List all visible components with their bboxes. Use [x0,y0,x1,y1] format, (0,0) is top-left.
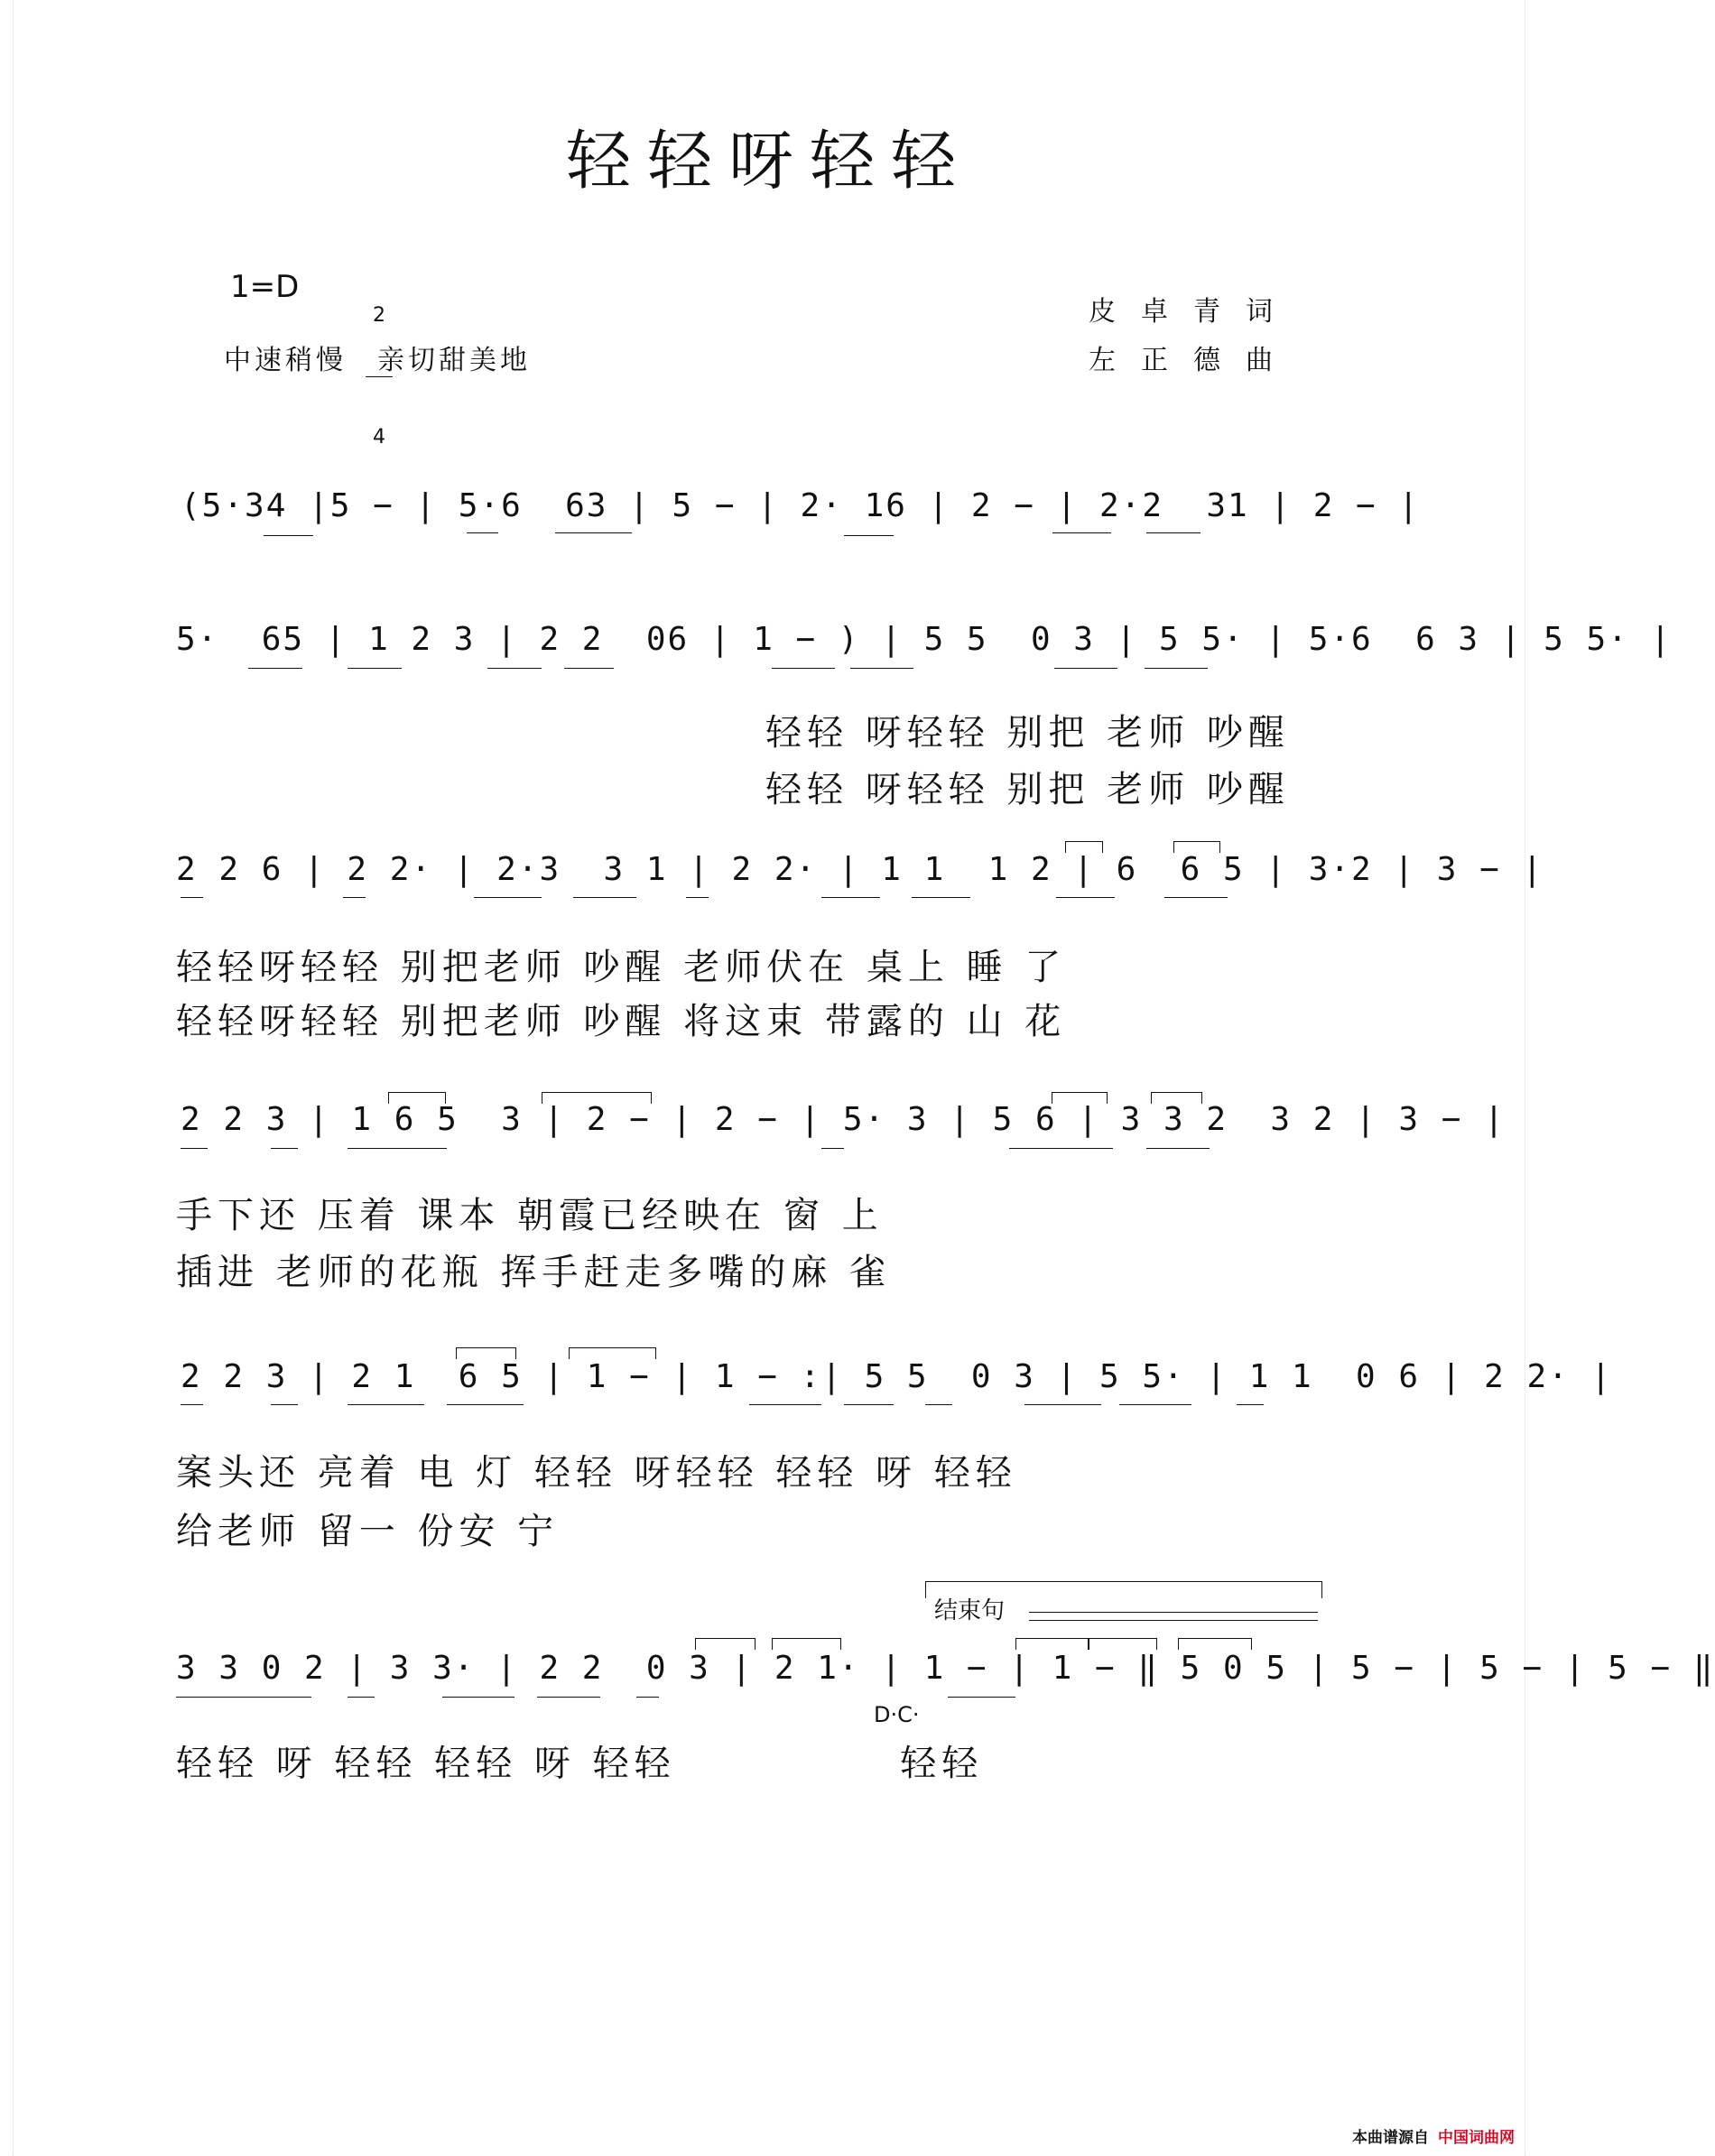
lyrics-line-5b: 给老师 留一 份安 宁 [176,1511,560,1552]
ending-label: 结束句 [934,1597,1006,1624]
lyrics-line-2b: 轻轻 呀轻轻 别把 老师 吵醒 [765,769,1290,810]
left-margin-watermark [0,0,14,2156]
notation-line-1: (5·34 |5 − | 5·6 63 | 5 − | 2· 16 | 2 − | 2·2 31 | 2 − | [181,487,1421,524]
composer-credit: 左正德曲 [1089,345,1298,376]
lyrics-line-2a: 轻轻 呀轻轻 别把 老师 吵醒 [765,712,1290,754]
time-signature-top: 2 [373,304,385,327]
time-signature-bottom: 4 [373,426,385,449]
notation-line-6: 3 3 0 2 | 3 3· | 2 2 0 3 | 2 1· | 1 − | 1 − ‖ 5 0 5 | 5 − | 5 − | 5 − ‖ [176,1650,1715,1687]
footer [1352,2124,1515,2147]
lyricist-credit: 皮卓青词 [1089,296,1298,328]
lyrics-line-4b: 插进 老师的花瓶 挥手赶走多嘴的麻 雀 [176,1252,892,1293]
notation-line-5: 2 2 3 | 2 1 6 5 | 1 − | 1 − :| 5 5 0 3 | 5 5· | 1 1 0 6 | 2 2· | [181,1358,1613,1395]
lyrics-line-5a: 案头还 亮着 电 灯 轻轻 呀轻轻 轻轻 呀 轻轻 [176,1452,1017,1494]
tempo-marking: 中速稍慢 亲切甜美地 [224,345,531,376]
notation-line-3: 2 2 6 | 2 2· | 2·3 3 1 | 2 2· | 1 1 1 2 | 6 6 5 | 3·2 | 3 − | [176,851,1544,888]
notation-line-2: 5· 65 | 1 2 3 | 2 2 06 | 1 − ) | 5 5 0 3 | 5 5· | 5·6 6 3 | 5 5· | [176,621,1673,658]
footer-source: 本曲谱源自 [1352,2129,1429,2147]
lyrics-line-6: 轻轻 呀 轻轻 轻轻 呀 轻轻 轻轻 [176,1743,984,1784]
right-margin-watermark [1525,0,1538,2156]
song-title: 轻轻呀轻轻 [565,123,972,199]
lyrics-line-3b: 轻轻呀轻轻 别把老师 吵醒 将这束 带露的 山 花 [176,1001,1067,1042]
lyrics-line-4a: 手下还 压着 课本 朝霞已经映在 窗 上 [176,1195,884,1236]
footer-site-link[interactable]: 中国词曲网 [1438,2129,1515,2147]
da-capo-label: D·C· [874,1702,920,1727]
key-signature: 1=D [230,269,300,305]
lyrics-line-3a: 轻轻呀轻轻 别把老师 吵醒 老师伏在 桌上 睡 了 [176,947,1067,988]
notation-line-4: 2 2 3 | 1 6 5 3 | 2 − | 2 − | 5· 3 | 5 6 | 3 3 2 3 2 | 3 − | [181,1101,1506,1138]
